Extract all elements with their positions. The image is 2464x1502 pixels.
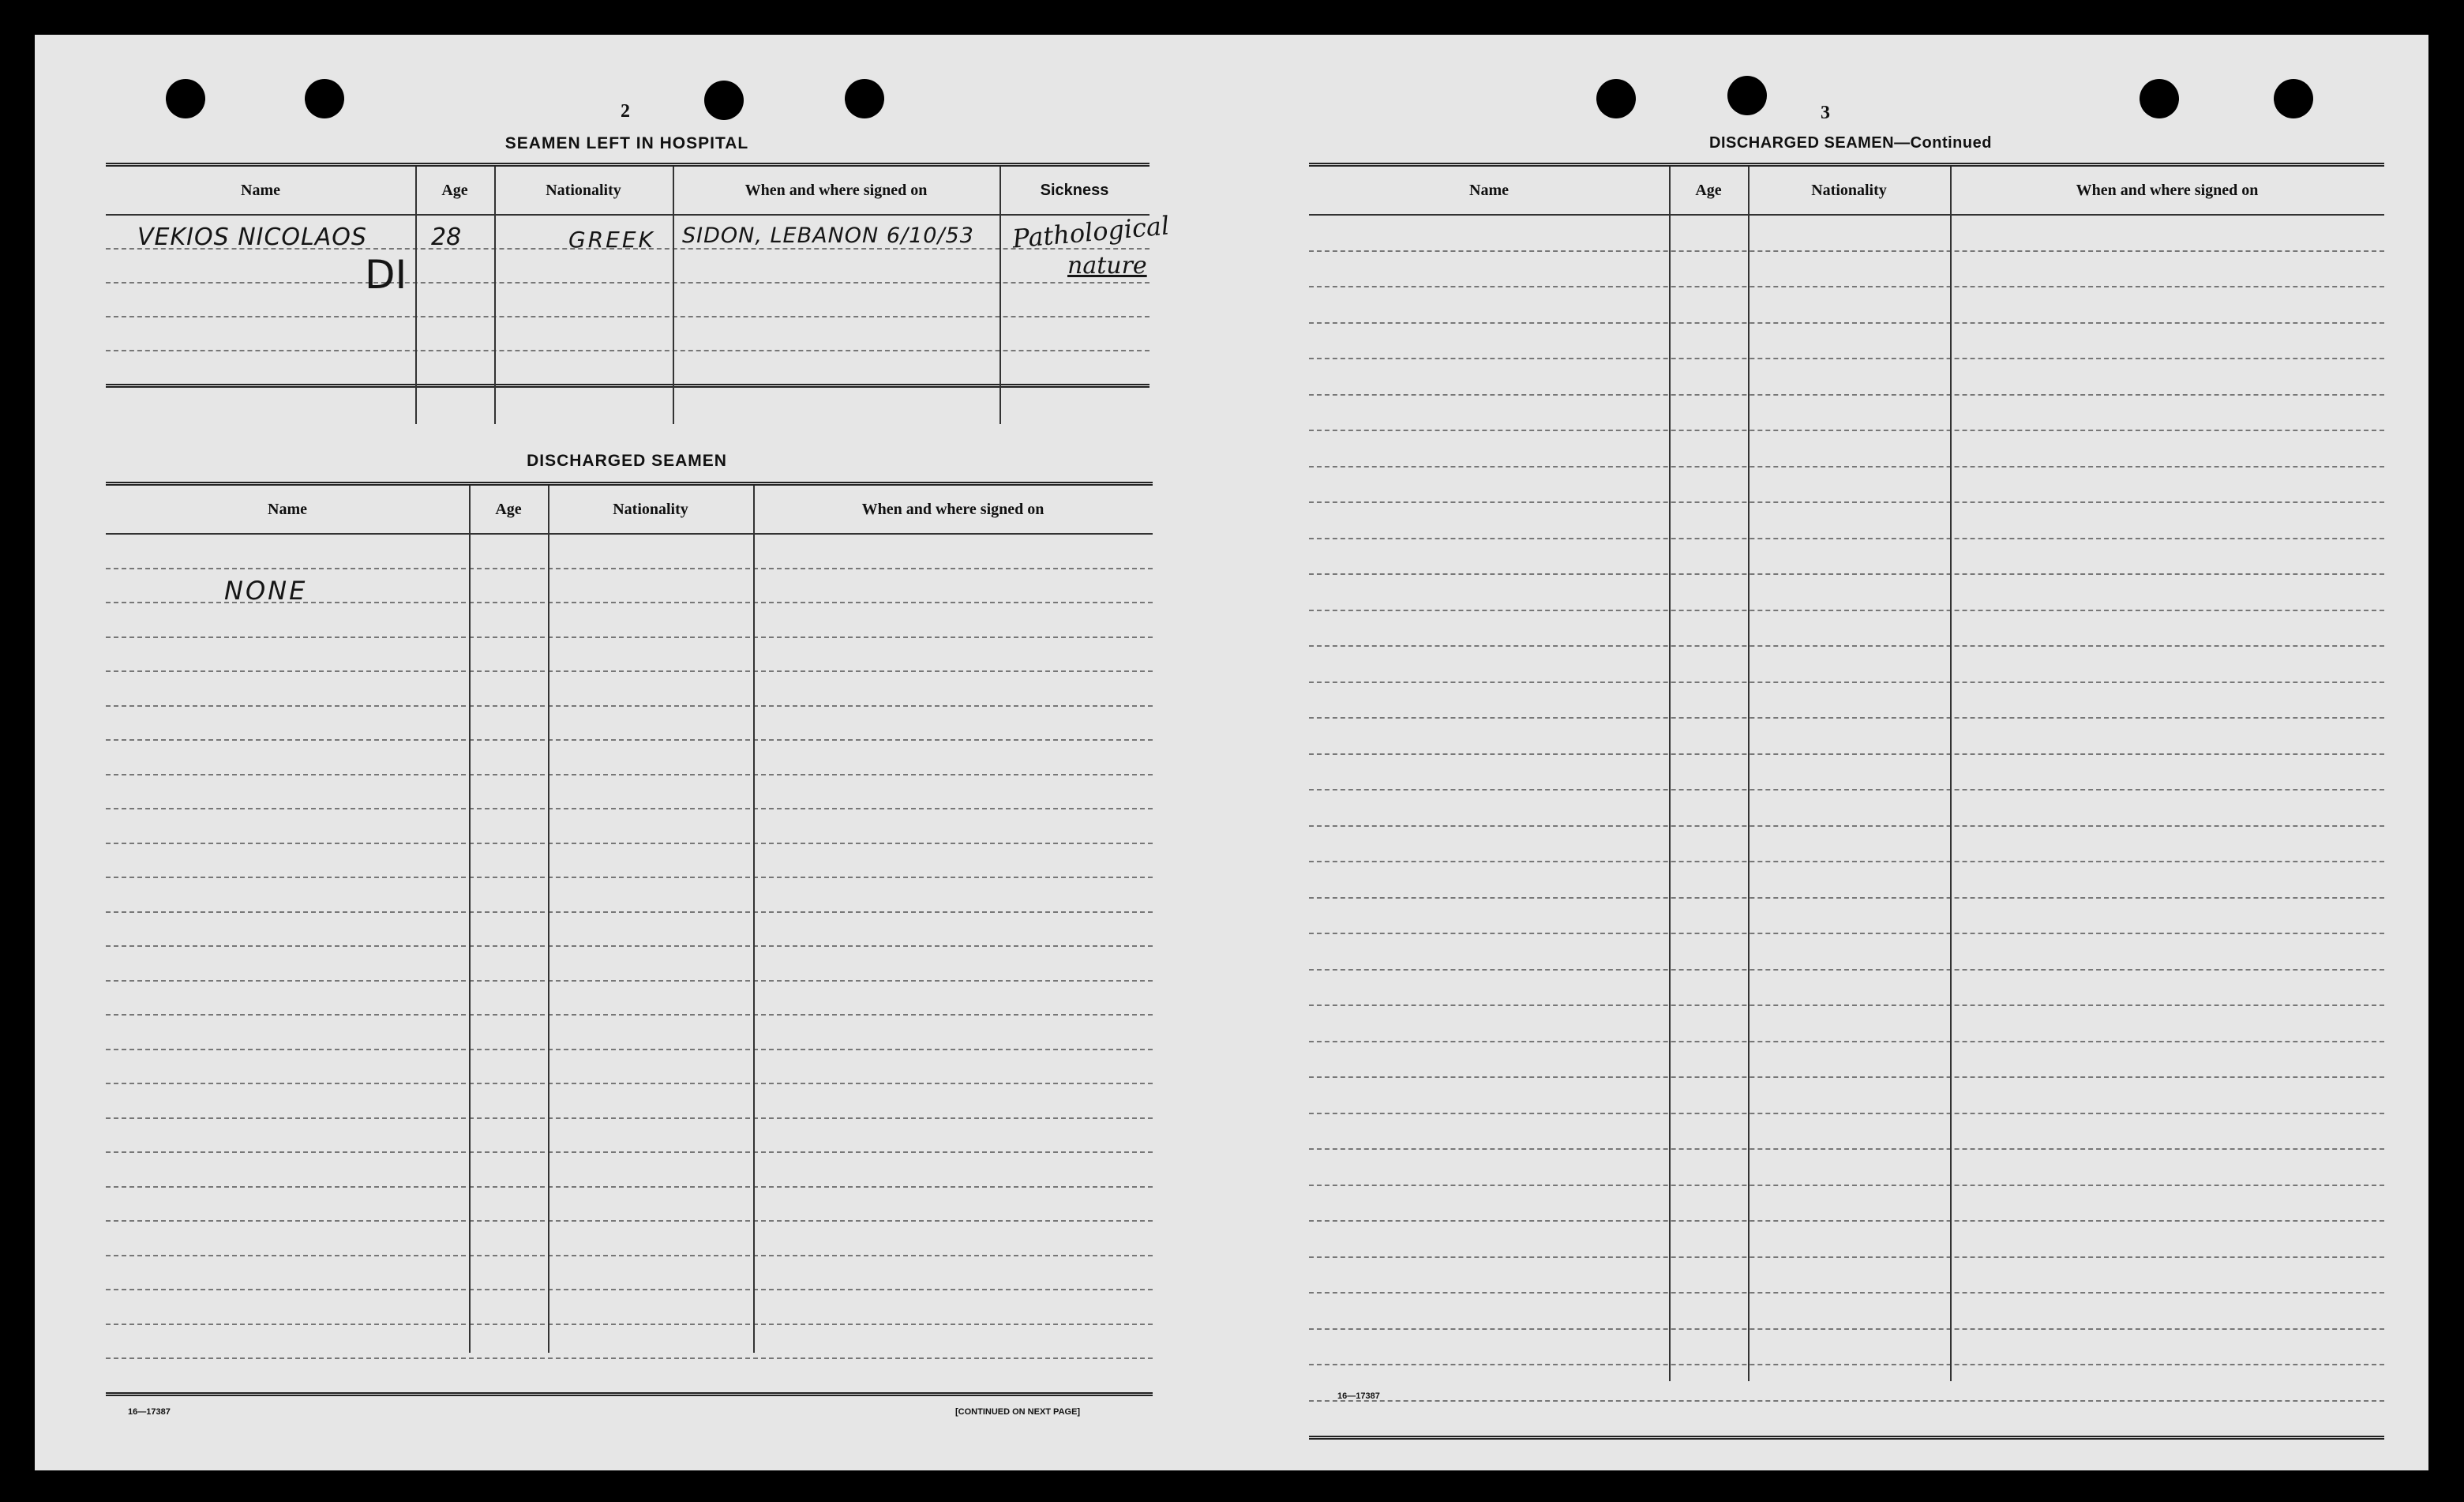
table-row: [1309, 467, 2384, 504]
punch-hole: [166, 79, 205, 118]
table-row: [1309, 252, 2384, 288]
hospital-table: [106, 163, 1171, 388]
table-row: [1309, 216, 2384, 252]
table-row: [106, 1119, 1153, 1154]
col-header-nationality: Nationality: [1811, 181, 1887, 199]
col-header-nationality: Nationality: [546, 181, 621, 199]
col-header-age: Age: [1695, 181, 1722, 199]
table-row: [1309, 1186, 2384, 1222]
table-row: [106, 844, 1153, 879]
col-header-signed-on: When and where signed on: [744, 181, 928, 199]
discharged-none-entry: NONE: [224, 576, 308, 606]
document-sheet: [35, 35, 2428, 1470]
table-row: [1309, 827, 2384, 863]
table-row: [1309, 1114, 2384, 1151]
table-row: [1309, 1402, 2384, 1436]
table-row: [106, 1325, 1153, 1360]
column-divider: [548, 486, 549, 1353]
table-row: [106, 775, 1153, 810]
table-row: [1309, 1006, 2384, 1042]
table-row: [1309, 755, 2384, 791]
table-row: [106, 1256, 1153, 1291]
table-row: [106, 535, 1153, 569]
punch-hole: [1596, 79, 1636, 118]
table-row: [1309, 575, 2384, 611]
col-header-age: Age: [495, 500, 522, 518]
table-row: [1309, 396, 2384, 432]
col-header-nationality: Nationality: [613, 500, 688, 518]
column-divider: [1950, 167, 1952, 1381]
table-row: [106, 603, 1153, 638]
column-divider: [753, 486, 755, 1353]
discharged-continued-table: [1309, 163, 2384, 1440]
table-row: [106, 913, 1153, 948]
table-row: [106, 878, 1153, 913]
table-row: [1309, 934, 2384, 971]
table-row: [106, 1290, 1153, 1325]
table-row: [1309, 1258, 2384, 1294]
discharged-table: [106, 482, 1153, 1396]
column-divider: [999, 167, 1001, 424]
continued-note: [CONTINUED ON NEXT PAGE]: [955, 1407, 1081, 1417]
table-row: [106, 1359, 1153, 1392]
table-row: [106, 1050, 1153, 1085]
hospital-section-title: SEAMEN LEFT IN HOSPITAL: [504, 134, 749, 152]
table-row: [106, 1188, 1153, 1222]
discharged-table-header: [106, 486, 1153, 535]
column-divider: [469, 486, 471, 1353]
table-row: [1309, 899, 2384, 935]
column-divider: [673, 167, 674, 424]
table-row: [1309, 1078, 2384, 1114]
table-row: [106, 1084, 1153, 1119]
table-row: [106, 1153, 1153, 1188]
handwritten-mark: DI: [365, 252, 407, 298]
table-row: [106, 638, 1153, 673]
punch-hole: [704, 81, 744, 120]
table-row: [106, 809, 1153, 844]
seaman-signed-on: SIDON, LEBANON 6/10/53: [682, 223, 974, 248]
seaman-nationality: GREEK: [568, 227, 655, 253]
form-number-right: 16—17387: [1337, 1391, 1380, 1401]
seaman-sickness-line2: nature: [1067, 252, 1147, 280]
table-row: [1309, 647, 2384, 683]
discharged-section-title: DISCHARGED SEAMEN: [527, 452, 727, 470]
punch-hole: [845, 79, 884, 118]
table-row: [1309, 287, 2384, 324]
table-row: [1309, 324, 2384, 360]
table-row: [106, 351, 1149, 384]
col-header-sickness: Sickness: [1040, 181, 1109, 199]
table-row: [1309, 1222, 2384, 1258]
discharged-continued-title: DISCHARGED SEAMEN—Continued: [1709, 134, 1992, 152]
col-header-name: Name: [268, 500, 307, 518]
punch-hole: [2274, 79, 2313, 118]
table-row: [106, 741, 1153, 775]
column-divider: [494, 167, 496, 424]
table-row: [106, 250, 1149, 284]
table-row: [106, 672, 1153, 707]
table-row: [106, 707, 1153, 742]
column-divider: [1669, 167, 1671, 1381]
col-header-name: Name: [241, 181, 280, 199]
hospital-table-header: [106, 167, 1149, 216]
table-row: [1309, 1150, 2384, 1186]
col-header-age: Age: [441, 181, 468, 199]
table-row: [106, 1016, 1153, 1050]
page-number-left: 2: [621, 101, 630, 122]
seaman-sickness-line1: Pathological: [1011, 210, 1171, 254]
table-row: [1309, 431, 2384, 467]
column-divider: [1748, 167, 1750, 1381]
table-row: [1309, 683, 2384, 719]
table-row: [106, 284, 1149, 317]
table-row: [1309, 611, 2384, 648]
table-row: [106, 982, 1153, 1016]
col-header-signed-on: When and where signed on: [2076, 181, 2259, 199]
table-row: [1309, 539, 2384, 576]
table-row: [1309, 971, 2384, 1007]
table-row: [1309, 790, 2384, 827]
discharged-continued-header: [1309, 167, 2384, 216]
punch-hole: [1727, 76, 1767, 115]
table-row: [106, 317, 1149, 351]
table-row: [1309, 1330, 2384, 1366]
page-number-right: 3: [1821, 103, 1830, 123]
table-row: [1309, 1365, 2384, 1402]
col-header-signed-on: When and where signed on: [861, 500, 1044, 518]
col-header-name: Name: [1469, 181, 1509, 199]
seaman-age: 28: [431, 223, 462, 251]
table-row: [1309, 862, 2384, 899]
form-number-left: 16—17387: [128, 1407, 171, 1417]
punch-hole: [2140, 79, 2179, 118]
table-row: [1309, 359, 2384, 396]
seaman-name: VEKIOS NICOLAOS: [137, 223, 367, 251]
table-row: [1309, 503, 2384, 539]
table-row: [1309, 719, 2384, 755]
table-row: [1309, 1294, 2384, 1330]
column-divider: [415, 167, 417, 424]
table-row: [106, 1222, 1153, 1256]
table-row: [106, 947, 1153, 982]
table-row: [1309, 1042, 2384, 1079]
punch-hole: [305, 79, 344, 118]
